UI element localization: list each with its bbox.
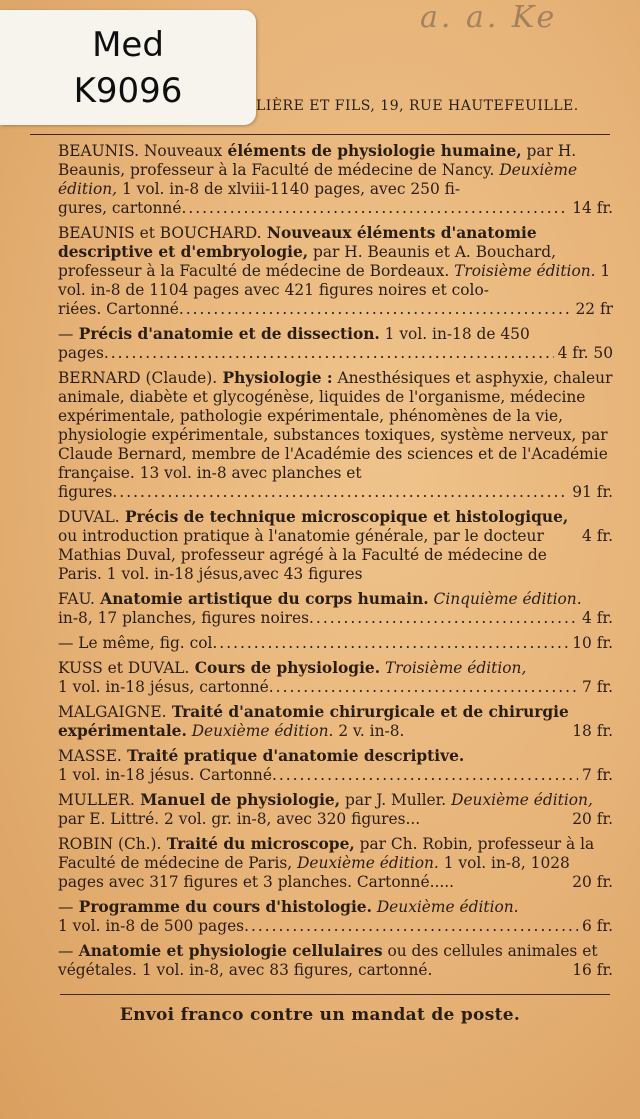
leader-dots [244,917,578,936]
entry-description: 1 vol. in-18 jésus, cartonné [58,678,269,696]
entry-price: 91 fr. [572,483,613,501]
price-line [58,344,613,363]
entry-title: Physiologie : [217,369,333,387]
footer-note: Envoi franco contre un mandat de poste. [119,1005,521,1025]
price-line [58,300,613,319]
price-line [58,766,613,785]
entry-price: 20 fr. [572,810,613,828]
entry-price: 4 fr. 50 [557,344,613,362]
entry-title: Anatomie et physiologie cellulaires [73,942,383,960]
entry-details: 1 vol. in-8 de 1104 pages avec 421 figures noires et colo- [58,262,611,299]
entry-description: 2 v. in-8. [333,722,405,740]
entry-author: ROBIN (Ch.). [58,835,162,853]
entry-price: 22 fr [575,300,613,318]
catalog-entry [58,659,613,697]
entry-description: 1 vol. in-8 de 500 pages [58,917,245,935]
label-line-1: Med [92,25,164,65]
entry-last-text: pages [58,344,104,362]
leader-dots [212,634,568,653]
catalog-entry [58,634,613,653]
leader-dots [181,199,568,218]
catalog-entry [58,791,613,829]
catalog-entry [58,369,613,502]
entry-price: 7 fr. [582,766,613,784]
entry-price: 7 fr. [582,678,613,696]
price-line [58,199,613,218]
entry-edition: Troisième édition. [449,262,596,280]
catalog-entry [58,942,613,980]
entry-author: DUVAL. [58,508,120,526]
catalog-entry [58,325,613,363]
price-line [58,483,613,502]
entry-last-text: figures [58,483,113,501]
entry-description: ou introduction pratique à l'anatomie générale, par le docteur Mathias Duval, professeur agrégé à la Faculté de médecine de Paris. 1 vol. in-18 jésus,avec 43 figures [58,527,547,583]
entry-author: KUSS et DUVAL. [58,659,190,677]
entry-author: BERNARD (Claude). [58,369,218,387]
entry-details: 1 vol. in-8, 1028 pages avec 317 figures et 3 planches. Cartonné..... [58,854,570,891]
entry-title: Traité du microscope, [161,835,355,853]
catalog-entry [58,703,613,741]
entry-details: 1 vol. in-8 de xlviii-1140 pages, avec 250 fi- [117,180,461,198]
catalog-entry [58,224,613,319]
entry-price: 4 fr. [582,609,613,627]
entry-author: MASSE. [58,747,122,765]
entry-title: éléments de physiologie humaine, [222,142,522,160]
entry-author: — [58,325,74,343]
entry-edition: Troisième édition, [380,659,527,677]
entry-details: par E. Littré. 2 vol. gr. in-8, avec 320 figures... [58,810,421,828]
entry-author: — [58,898,74,916]
entry-description: par H. Beaunis, professeur à la Faculté de médecine de Nancy. [58,142,577,179]
library-shelf-label [0,10,256,125]
price-line [58,609,613,628]
leader-dots [179,300,572,319]
entry-author: FAU. [58,590,95,608]
catalog-list [58,142,613,986]
leader-dots [112,483,568,502]
publisher-address: LIÈRE ET FILS, 19, RUE HAUTEFEUILLE. [256,98,579,114]
entry-description: 1 vol. in-18 jésus. Cartonné [58,766,272,784]
handwritten-note: a. a. Ke [420,0,558,30]
entry-title: Nouveaux éléments d'anatomie descriptive et d'embryologie, [58,224,537,261]
top-rule [30,134,610,135]
entry-title: Programme du cours d'histologie. [73,898,372,916]
entry-last-text: gures, cartonné [58,199,182,217]
entry-description: par H. Beaunis et A. Bouchard, professeur à la Faculté de médecine de Bordeaux. [58,243,557,280]
entry-author: MULLER. [58,791,135,809]
entry-price: 18 fr. [572,722,613,740]
entry-last-text: riées. Cartonné [58,300,179,318]
entry-title: Traité pratique d'anatomie descriptive. [121,747,465,765]
entry-description: par Ch. Robin, professeur à la Faculté de médecine de Paris, [58,835,595,872]
catalog-entry [58,835,613,892]
entry-price: 10 fr. [572,634,613,652]
entry-description: 1 vol. in-18 de 450 [379,325,530,343]
leader-dots [104,344,554,363]
catalog-entry [58,898,613,936]
catalog-entry [58,142,613,218]
entry-price: 20 fr. [572,873,613,891]
entry-edition: Deuxième édition. [371,898,519,916]
entry-edition: Deuxième édition, [446,791,593,809]
entry-title: Précis de technique microscopique et histologique, [119,508,569,526]
entry-author: MALGAIGNE. [58,703,167,721]
price-line [58,917,613,936]
entry-author: BEAUNIS. Nouveaux [58,142,223,160]
entry-author: — Le même, fig. col [58,634,213,652]
leader-dots [269,678,578,697]
entry-title: Anatomie artistique du corps humain. [94,590,429,608]
price-line [58,527,613,584]
leader-dots [272,766,578,785]
entry-title: Cours de physiologie. [189,659,381,677]
entry-author: BEAUNIS et BOUCHARD. [58,224,262,242]
entry-title: Précis d'anatomie et de dissection. [73,325,380,343]
entry-description: Anesthésiques et asphyxie, chaleur animale, diabète et glycogénèse, liquides de l'organisme, médecine expérimentale, pathologie expérimentale, phénomènes de la vie, physiologie expérimentale, substances toxiques, système nerveux, par Claude Bernard, membre de l'Académie des sciences et de l'Académie française. 13 vol. in-8 avec planches et [58,369,613,482]
entry-edition: Cinquième édition. [428,590,582,608]
entry-author: — [58,942,74,960]
entry-description: in-8, 17 planches, figures noires [58,609,310,627]
entry-title: Manuel de physiologie, [134,791,341,809]
entry-price: 4 fr. [582,527,613,545]
price-line [58,634,613,653]
bottom-rule [60,994,610,995]
entry-title: Traité d'anatomie chirurgicale et de chirurgie expérimentale. [58,703,569,740]
leader-dots [309,609,578,628]
entry-description: par J. Muller. [340,791,447,809]
price-line [58,678,613,697]
entry-description: ou des cellules animales et végétales. 1 vol. in-8, avec 83 figures, cartonné. [58,942,598,979]
entry-price: 14 fr. [572,199,613,217]
entry-edition: Deuxième édition, [58,161,578,198]
catalog-entry [58,590,613,628]
entry-edition: Deuxième édition. [292,854,439,872]
entry-price: 16 fr. [572,961,613,979]
catalog-entry [58,747,613,785]
entry-edition: Deuxième édition. [186,722,334,740]
entry-price: 6 fr. [582,917,613,935]
label-line-2: K9096 [73,71,183,111]
catalog-entry [58,508,613,584]
